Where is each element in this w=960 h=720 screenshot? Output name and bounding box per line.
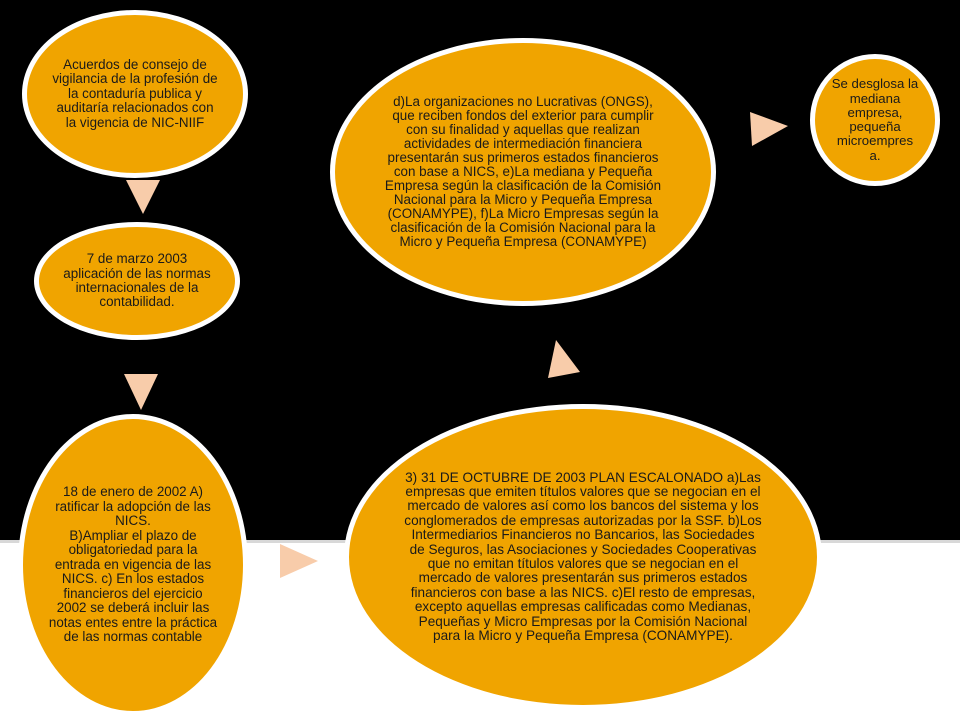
node-7-marzo-2003 <box>34 222 240 340</box>
arrow-right-1 <box>280 544 318 578</box>
node-organizaciones-no-lucrativas <box>330 38 716 306</box>
arrow-up-1 <box>548 340 580 378</box>
node-desglose-mediana-empresa-text: Se desglosa la mediana empresa, pequeña microempres a. <box>831 76 919 163</box>
arrow-down-2 <box>124 374 158 410</box>
node-7-marzo-2003-text: 7 de marzo 2003 aplicación de las normas internacionales de la contabilidad. <box>63 251 211 310</box>
arrow-down-1 <box>126 180 160 214</box>
node-31-octubre-2003 <box>344 404 822 710</box>
node-organizaciones-no-lucrativas-text: d)La organizaciones no Lucrativas (ONGS), que reciben fondos del exterior para cumplir con su finalidad y aquellas que realizan actividades de intermediación financiera presentarán sus primeros estados financieros con base a NICS, e)La mediana y Pequeña Empresa según la clasificación de la Comisión Nacional para la Micro y Pequeña Empresa (CONAMYPE), f)La Micro Empresas según la clasificación de la Comisión Nacional para la Micro y Pequeña Empresa (CONAMYPE) <box>384 94 662 249</box>
node-18-enero-2002-text: 18 de enero de 2002 A) ratificar la adopción de las NICS. B)Ampliar el plazo de obligatoriedad para la entrada en vigencia de las NICS. c) En los estados financieros del ejercicio 2002 se deberá incluir las notas entes entre la práctica de las normas contable <box>48 484 218 645</box>
node-acuerdos-consejo <box>22 10 248 178</box>
arrow-right-2 <box>750 112 788 146</box>
node-18-enero-2002 <box>18 414 248 716</box>
node-acuerdos-consejo-text: Acuerdos de consejo de vigilancia de la profesión de la contaduría publica y auditaría relacionados con la vigencia de NIC-NIIF <box>52 56 218 130</box>
node-desglose-mediana-empresa <box>810 54 940 186</box>
node-31-octubre-2003-text: 3) 31 DE OCTUBRE DE 2003 PLAN ESCALONADO a)Las empresas que emiten títulos valores que se negocian en el mercado de valores así como los bancos del sistema y los conglomerados de empresas autorizadas por la SSF. b)Los Intermediarios Financieros no Bancarios, las Sociedades de Seguros, las Asociaciones y Sociedades Cooperativas que no emitan títulos valores que se negocian en el mercado de valores presentarán sus primeros estados financieros con base a las NICS. c)El resto de empresas, excepto aquellas empresas calificadas como Medianas, Pequeñas y Micro Empresas por la Comisión Nacional para la Micro y Pequeña Empresa (CONAMYPE). <box>404 469 762 644</box>
